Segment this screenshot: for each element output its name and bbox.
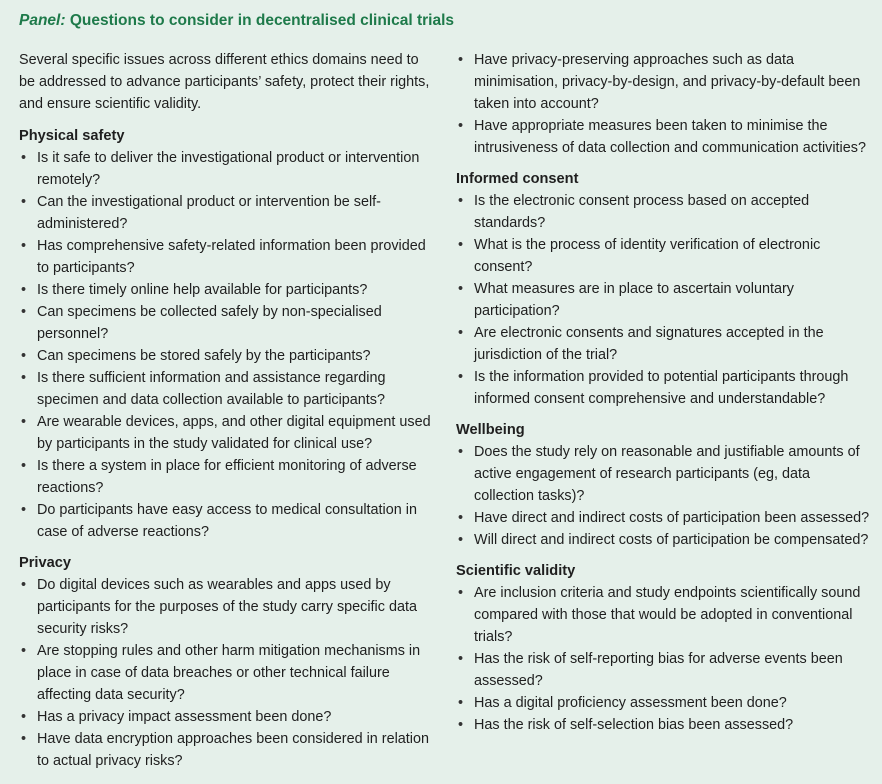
list-item: • Has the risk of self-reporting bias for adverse events been assessed? [456, 648, 870, 692]
list-item: • Have data encryption approaches been considered in relation to actual privacy risks? [19, 728, 437, 772]
scientific-validity-list [456, 582, 870, 736]
list-item: • Is there timely online help available for participants? [19, 279, 437, 301]
list-item: • Has comprehensive safety-related information been provided to participants? [19, 235, 437, 279]
panel-title-prefix: Panel: [19, 12, 66, 29]
list-item: • Is the electronic consent process based on accepted standards? [456, 190, 870, 234]
panel-title-text: Questions to consider in decentralised clinical trials [69, 12, 454, 29]
list-item: • Have privacy-preserving approaches such as data minimisation, privacy-by-design, and privacy-by-default been taken into account? [456, 49, 870, 115]
section-heading-scientific-validity: Scientific validity [456, 563, 576, 579]
list-item: • Is it safe to deliver the investigational product or intervention remotely? [19, 147, 437, 191]
list-item: • Have direct and indirect costs of participation been assessed? [456, 507, 870, 529]
list-item: • Has the risk of self-selection bias been assessed? [456, 714, 870, 736]
list-item: • Can specimens be collected safely by non-specialised personnel? [19, 301, 437, 345]
list-item: • Is the information provided to potential participants through informed consent comprehensive and understandable? [456, 366, 870, 410]
intro-paragraph: Several specific issues across different ethics domains need to be addressed to advance participants’ safety, protect their rights, and ensure scientific validity. [19, 52, 430, 112]
list-item: • Does the study rely on reasonable and justifiable amounts of active engagement of research participants (eg, data collection tasks)? [456, 441, 870, 507]
panel-title [19, 12, 454, 30]
list-item: • Will direct and indirect costs of participation be compensated? [456, 529, 870, 551]
list-item: • Do participants have easy access to medical consultation in case of adverse reactions? [19, 499, 437, 543]
list-item: • Has a privacy impact assessment been done? [19, 706, 437, 728]
list-item: • What is the process of identity verification of electronic consent? [456, 234, 870, 278]
physical-safety-list [19, 147, 437, 543]
section-heading-physical-safety: Physical safety [19, 128, 125, 144]
section-heading-privacy: Privacy [19, 555, 71, 571]
list-item: • Has a digital proficiency assessment been done? [456, 692, 870, 714]
section-heading-wellbeing: Wellbeing [456, 422, 525, 438]
list-item: • Do digital devices such as wearables and apps used by participants for the purposes of the study carry specific data security risks? [19, 574, 437, 640]
list-item: • Can specimens be stored safely by the participants? [19, 345, 437, 367]
list-item: • Are wearable devices, apps, and other digital equipment used by participants in the study validated for clinical use? [19, 411, 437, 455]
list-item: • Are electronic consents and signatures accepted in the jurisdiction of the trial? [456, 322, 870, 366]
list-item: • Is there a system in place for efficient monitoring of adverse reactions? [19, 455, 437, 499]
informed-consent-list [456, 190, 870, 410]
list-item: • What measures are in place to ascertain voluntary participation? [456, 278, 870, 322]
right-column [456, 49, 870, 736]
left-column [19, 49, 437, 772]
section-heading-informed-consent: Informed consent [456, 171, 579, 187]
privacy-list-continued [456, 49, 870, 159]
list-item: • Are stopping rules and other harm mitigation mechanisms in place in case of data breaches or other technical failure affecting data security? [19, 640, 437, 706]
list-item: • Have appropriate measures been taken to minimise the intrusiveness of data collection and communication activities? [456, 115, 870, 159]
list-item: • Are inclusion criteria and study endpoints scientifically sound compared with those that would be adopted in conventional trials? [456, 582, 870, 648]
wellbeing-list [456, 441, 870, 551]
list-item: • Can the investigational product or intervention be self-administered? [19, 191, 437, 235]
list-item: • Is there sufficient information and assistance regarding specimen and data collection available to participants? [19, 367, 437, 411]
privacy-list [19, 574, 437, 772]
